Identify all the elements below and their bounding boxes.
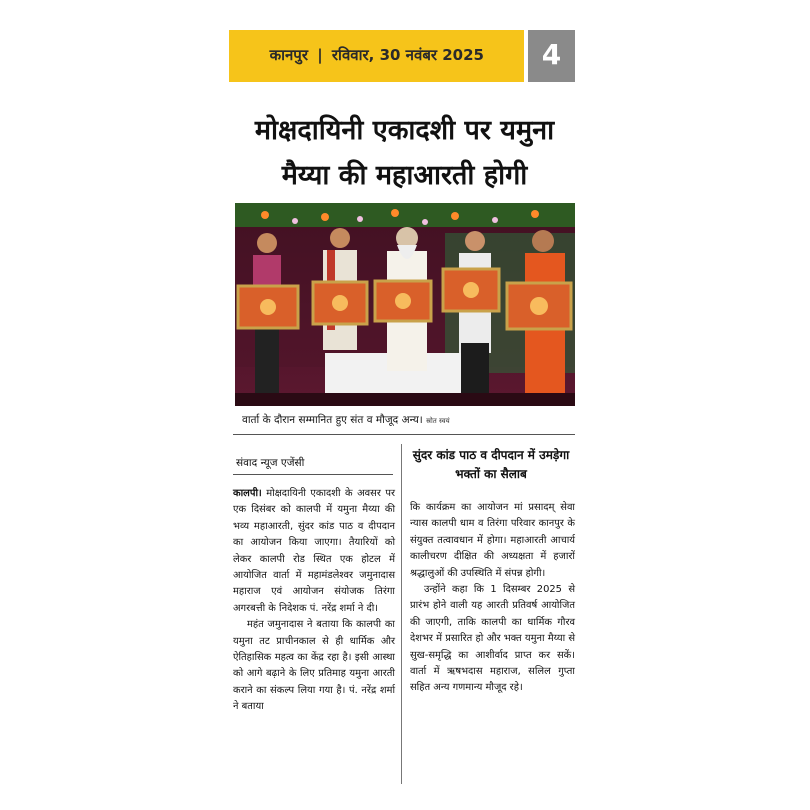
- date-banner: [229, 30, 524, 82]
- page-number-box: [528, 30, 575, 82]
- column-divider: [401, 444, 402, 784]
- photo-credit: स्रोत स्वयं: [426, 417, 450, 425]
- paragraph: उन्होंने कहा कि 1 दिसम्बर 2025 से प्रारंभ होने वाली यह आरती प्रतिवर्ष आयोजित की जाएगी, ताकि कालपी का धार्मिक गौरव देशभर में प्रसारित हो और भक्त यमुना मैय्या से सुख-समृद्धि का आशीर्वाद प्राप्त कर सकें। वार्ता में ऋषभदास महाराज, सलिल गुप्ता सहित अन्य गणमान्य मौजूद रहे।: [410, 584, 575, 694]
- page-number: 4: [541, 38, 562, 71]
- photo-illustration: [235, 203, 575, 406]
- caption-divider: [233, 434, 575, 435]
- banner-separator: |: [317, 46, 323, 64]
- paragraph: कि कार्यक्रम का आयोजन मां प्रसादम् सेवा न्यास कालपी धाम व तिरंगा परिवार कानपुर के संयुक्त तत्वावधान में होगा। महाआरती आचार्य कालीचरण दीक्षित की अध्यक्षता में हजारों श्रद्धालुओं की उपस्थिति में संपन्न होगी।: [410, 502, 575, 579]
- left-column: [233, 486, 395, 716]
- article-headline: मोक्षदायिनी एकादशी पर यमुना मैय्या की महाआरती होगी: [254, 115, 555, 191]
- paragraph-text: मोक्षदायिनी एकादशी के अवसर पर एक दिसंबर को कालपी में यमुना मैय्या की भव्य महाआरती, सुंदर कांड पाठ व दीपदान का आयोजन किया जाएगा। तैयारियों को लेकर कालपी रोड स्थित एक होटल में आयोजित वार्ता में महामंडलेश्वर जमुनादास महाराज एवं आयोजन संयोजक तिरंगा अगरबत्ती के निदेशक पं. नरेंद्र शर्मा ने दी।: [233, 488, 395, 614]
- subheadline: सुंदर कांड पाठ व दीपदान में उमड़ेगा भक्तों का सैलाब: [412, 448, 570, 481]
- photo-caption: [242, 413, 450, 427]
- right-column: [410, 500, 575, 697]
- caption-text: वार्ता के दौरान सम्मानित हुए संत व मौजूद अन्य।: [242, 414, 423, 426]
- dateline: कालपी।: [233, 488, 262, 499]
- city-name: कानपुर: [269, 46, 308, 64]
- paragraph: महंत जमुनादास ने बताया कि कालपी का यमुना तट प्राचीनकाल से ही धार्मिक और ऐतिहासिक महत्व का केंद्र रहा है। इसी आस्था को आगे बढ़ाने के लिए प्रतिमाह यमुना आरती कराने का संकल्प लिया गया है। पं. नरेंद्र शर्मा ने बताया: [233, 619, 395, 713]
- issue-date: रविवार, 30 नवंबर 2025: [331, 46, 484, 64]
- byline-divider: [233, 474, 393, 475]
- banner-text: [270, 45, 484, 65]
- news-photo: [235, 203, 575, 406]
- byline: संवाद न्यूज एजेंसी: [236, 457, 305, 469]
- paragraph: [233, 486, 395, 617]
